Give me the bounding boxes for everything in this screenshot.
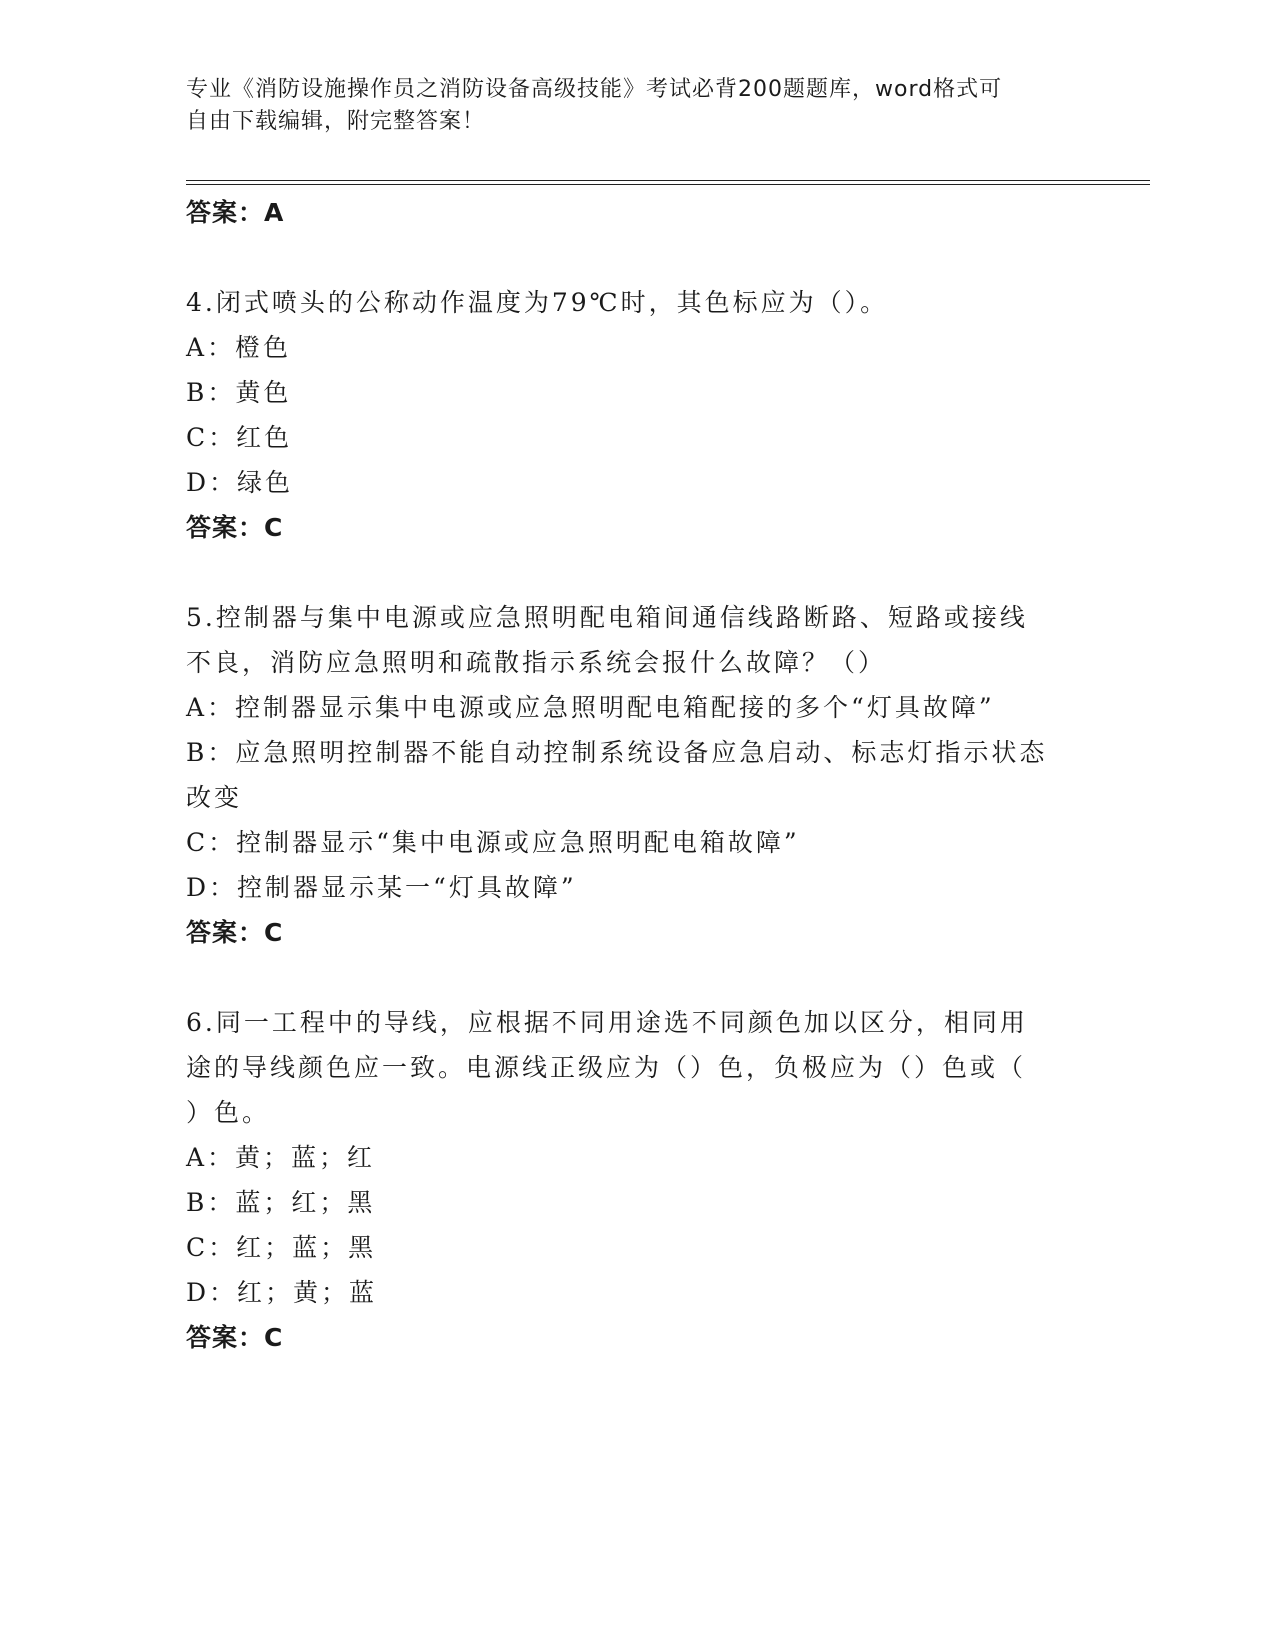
document-body	[186, 190, 1086, 1360]
option-d: D：绿色	[186, 468, 294, 497]
header-divider-top	[186, 180, 1150, 181]
answer: 答案：C	[186, 918, 284, 947]
question-text: ）色。	[186, 1098, 271, 1127]
option-b-continued: 改变	[186, 783, 243, 812]
header-line-2: 自由下载编辑，附完整答案！	[186, 109, 486, 134]
option-b: B：蓝；红；黑	[186, 1188, 376, 1217]
option-c: C：控制器显示“集中电源或应急照明配电箱故障”	[186, 828, 800, 857]
question-block	[186, 280, 1086, 550]
option-d: D：红；黄；蓝	[186, 1278, 378, 1307]
header-line-1: 专业《消防设施操作员之消防设备高级技能》考试必背200题题库，word格式可	[186, 77, 1003, 102]
spacer	[186, 235, 1086, 280]
option-a: A：黄；蓝；红	[186, 1143, 376, 1172]
spacer	[186, 550, 1086, 595]
question-text: 不良，消防应急照明和疏散指示系统会报什么故障？（）	[186, 648, 887, 677]
answer: 答案：C	[186, 1323, 284, 1352]
option-b: B：应急照明控制器不能自动控制系统设备应急启动、标志灯指示状态	[186, 738, 1048, 767]
option-a: A：橙色	[186, 333, 292, 362]
question-text: 4.闭式喷头的公称动作温度为79℃时，其色标应为（）。	[186, 288, 889, 317]
document-header	[186, 74, 1086, 138]
answer: 答案：C	[186, 513, 284, 542]
header-divider-bottom	[186, 184, 1150, 185]
option-b: B：黄色	[186, 378, 292, 407]
spacer	[186, 955, 1086, 1000]
question-text: 5.控制器与集中电源或应急照明配电箱间通信线路断路、短路或接线	[186, 603, 1028, 632]
question-block	[186, 595, 1086, 955]
option-c: C：红；蓝；黑	[186, 1233, 377, 1262]
question-block	[186, 1000, 1086, 1360]
option-a: A：控制器显示集中电源或应急照明配电箱配接的多个“灯具故障”	[186, 693, 995, 722]
previous-answer: 答案：A	[186, 198, 285, 227]
option-d: D：控制器显示某一“灯具故障”	[186, 873, 577, 902]
option-c: C：红色	[186, 423, 293, 452]
question-text: 6.同一工程中的导线，应根据不同用途选不同颜色加以区分，相同用	[186, 1008, 1028, 1037]
question-text: 途的导线颜色应一致。电源线正级应为（）色，负极应为（）色或（	[186, 1053, 1027, 1082]
